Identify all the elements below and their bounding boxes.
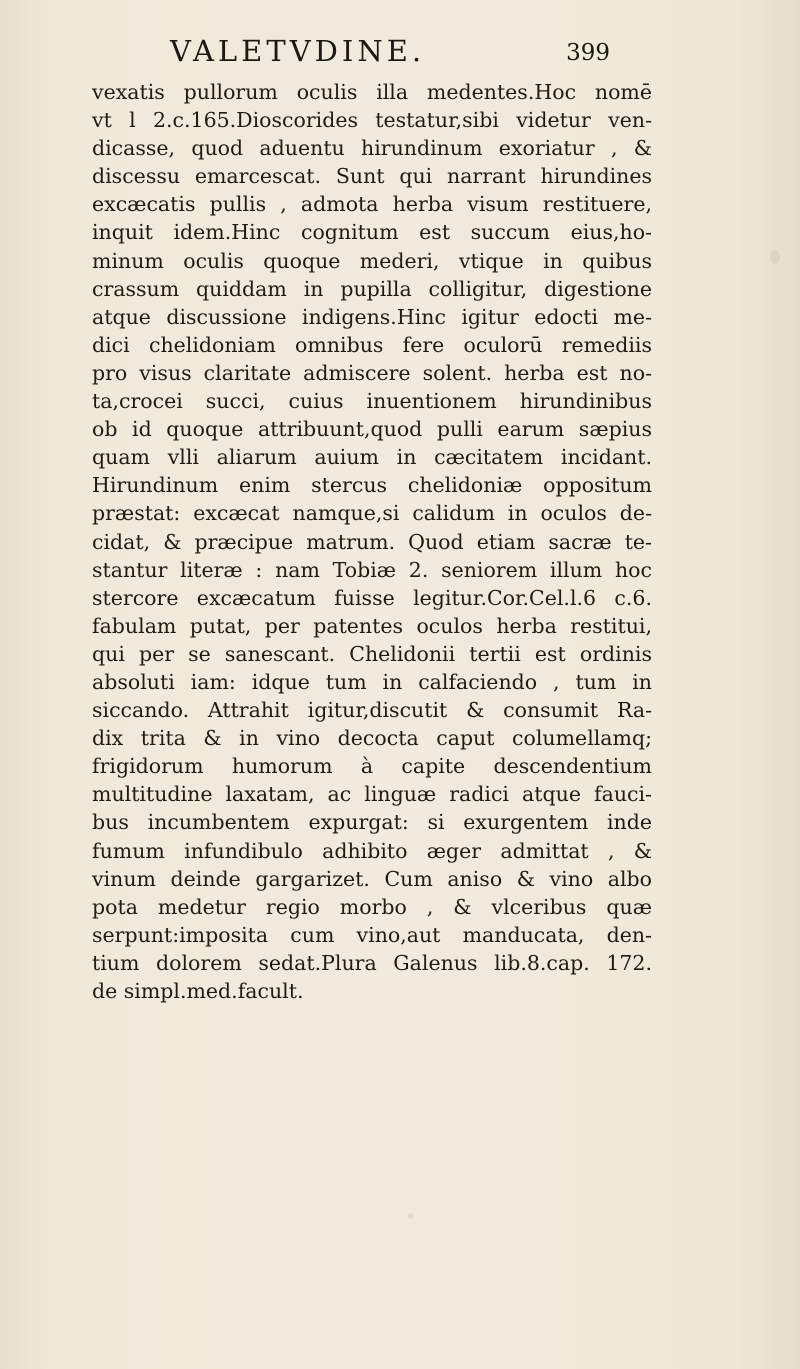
text-line: crassum quiddam in pupilla colligitur, digestione [92, 276, 652, 301]
page-header [170, 34, 610, 74]
text-line: ob id quoque attribuunt,quod pulli earum sæpius [92, 417, 652, 442]
text-line: excæcatis pullis , admota herba visum restituere, [92, 192, 652, 217]
text-line: ta,crocei succi, cuius inuentionem hirundinibus [92, 389, 652, 414]
text-line: multitudine laxatam, ac linguæ radici atque fauci- [92, 782, 652, 807]
text-line: stercore excæcatum fuisse legitur.Cor.Cel.l.6 c.6. [92, 585, 652, 610]
text-line: fumum infundibulo adhibito æger admittat , & [92, 838, 652, 863]
text-line: absoluti iam: idque tum in calfaciendo , tum in [92, 669, 652, 694]
text-line: pota medetur regio morbo , & vlceribus quæ [92, 894, 652, 919]
running-head: VALETVDINE. [170, 34, 426, 68]
text-line: qui per se sanescant. Chelidonii tertii est ordinis [92, 641, 652, 666]
text-line: pro visus claritate admiscere solent. herba est no- [92, 360, 652, 385]
text-line: dici chelidoniam omnibus fere oculorū remediis [92, 332, 652, 357]
text-line: serpunt:imposita cum vino,aut manducata, den- [92, 922, 652, 947]
text-line: cidat, & præcipue matrum. Quod etiam sacræ te- [92, 529, 652, 554]
paper-stain [770, 250, 780, 264]
text-line: Hirundinum enim stercus chelidoniæ oppositum [92, 473, 652, 498]
text-line: dix trita & in vino decocta caput columellamq; [92, 726, 652, 751]
text-line: atque discussione indigens.Hinc igitur edocti me- [92, 304, 652, 329]
paper-stain [408, 1213, 414, 1219]
text-line: stantur literæ : nam Tobiæ 2. seniorem illum hoc [92, 557, 652, 582]
text-line: præstat: excæcat namque,si calidum in oculos de- [92, 501, 652, 526]
text-line: tium dolorem sedat.Plura Galenus lib.8.cap. 172. [92, 950, 652, 975]
text-line: inquit idem.Hinc cognitum est succum eius,ho- [92, 220, 652, 245]
text-body [92, 78, 652, 1005]
text-line: minum oculis quoque mederi, vtique in quibus [92, 248, 652, 273]
text-line: siccando. Attrahit igitur,discutit & consumit Ra- [92, 698, 652, 723]
text-line: vt l 2.c.165.Dioscorides testatur,sibi videtur ven- [92, 108, 652, 133]
text-line: de simpl.med.facult. [92, 979, 304, 1003]
text-line: fabulam putat, per patentes oculos herba restitui, [92, 613, 652, 638]
text-line: discessu emarcescat. Sunt qui narrant hirundines [92, 164, 652, 189]
text-line: quam vlli aliarum auium in cæcitatem incidant. [92, 445, 652, 470]
page-number: 399 [566, 40, 610, 66]
text-line: frigidorum humorum à capite descendentium [92, 754, 652, 779]
text-line: vinum deinde gargarizet. Cum aniso & vino albo [92, 866, 652, 891]
text-line: vexatis pullorum oculis illa medentes.Hoc nomē [92, 80, 652, 104]
text-line: bus incumbentem expurgat: si exurgentem inde [92, 810, 652, 835]
text-line: dicasse, quod aduentu hirundinum exoriatur , & [92, 136, 652, 161]
